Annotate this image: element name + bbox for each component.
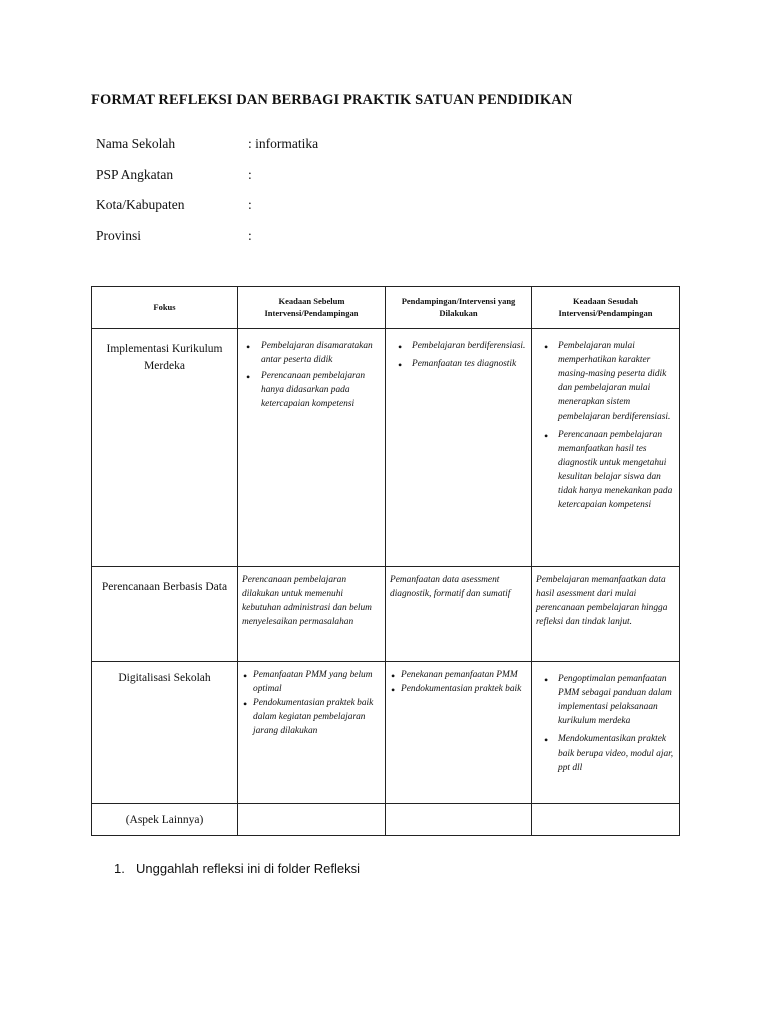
list-item: • Pembelajaran disamaratakan antar peserta didik <box>242 339 381 367</box>
before-cell <box>238 804 385 818</box>
info-row-school-name <box>96 136 496 167</box>
header-after: Keadaan Sesudah Intervensi/Pendampingan <box>532 287 680 329</box>
info-value: : <box>248 166 252 182</box>
aspect-label: (Aspek Lainnya) <box>125 814 204 826</box>
aspect-label: Implementasi Kurikulum Merdeka <box>106 343 223 372</box>
after-cell: Pembelajaran memanfaatkan data hasil asessment dari mulai perencanaan pembelajaran hingga refleksi dan tindak lanjut. <box>536 575 668 628</box>
intervention-cell <box>386 804 531 818</box>
info-value: : <box>248 227 252 243</box>
list-number: 1. <box>114 861 125 876</box>
list-item: • Pengoptimalan pemanfaatan PMM sebagai panduan dalam implementasi pelaksanaan kurikulum merdeka <box>536 672 675 728</box>
aspect-label: Digitalisasi Sekolah <box>118 672 211 684</box>
info-label: Provinsi <box>96 227 142 243</box>
upload-instruction <box>114 861 360 876</box>
list-item: • Perencanaan pembelajaran hanya didasarkan pada ketercapaian kompetensi <box>242 369 381 411</box>
table-row <box>92 804 680 836</box>
header-intervention: Pendampingan/Intervensi yang Dilakukan <box>386 287 532 329</box>
list-item: • Pembelajaran mulai memperhatikan karakter masing-masing peserta didik dan pembelajaran mulai menerapkan sistem pembelajaran berdiferensiasi. <box>536 339 675 424</box>
table-header-row <box>92 287 680 329</box>
aspect-label: Perencanaan Berbasis Data <box>101 581 228 593</box>
info-row-city <box>96 197 496 228</box>
after-cell <box>532 662 679 783</box>
info-label: Nama Sekolah <box>96 136 176 151</box>
info-row-psp-batch <box>96 167 496 198</box>
header-before: Keadaan Sebelum Intervensi/Pendampingan <box>238 287 386 329</box>
info-value: : <box>248 197 252 212</box>
after-cell <box>532 329 679 520</box>
table-row <box>92 567 680 662</box>
intervention-cell <box>386 329 531 379</box>
header-focus: Fokus <box>92 287 238 329</box>
instruction-text: Unggahlah refleksi ini di folder Refleksi <box>136 861 361 876</box>
before-cell: Perencanaan pembelajaran dilakukan untuk memenuhi kebutuhan administrasi dan belum menyelesaikan permasalahan <box>242 575 372 628</box>
school-info <box>96 136 496 258</box>
intervention-cell: Pemanfaatan data asessment diagnostik, formatif dan sumatif <box>390 575 511 600</box>
info-label: PSP Angkatan <box>96 166 174 182</box>
intervention-cell <box>386 662 531 700</box>
info-label: Kota/Kabupaten <box>96 197 185 212</box>
info-row-province <box>96 228 496 259</box>
before-cell <box>238 329 385 418</box>
info-value: : informatika <box>248 136 319 151</box>
list-item: • Penekanan pemanfaatan PMM <box>390 668 527 682</box>
table-row <box>92 329 680 567</box>
document-title: FORMAT REFLEKSI DAN BERBAGI PRAKTIK SATUAN PENDIDIKAN <box>91 92 573 108</box>
list-item: • Pemanfaatan tes diagnostik <box>390 357 527 371</box>
list-item: • Pendokumentasian praktek baik dalam kegiatan pembelajaran jarang dilakukan <box>242 696 381 738</box>
after-cell <box>532 804 679 818</box>
reflection-table <box>91 286 680 836</box>
list-item: • Pemanfaatan PMM yang belum optimal <box>242 668 381 696</box>
table-row <box>92 662 680 804</box>
list-item: • Pendokumentasian praktek baik <box>390 682 527 696</box>
before-cell <box>238 662 385 743</box>
list-item: • Mendokumentasikan praktek baik berupa video, modul ajar, ppt dll <box>536 732 675 774</box>
list-item: • Pembelajaran berdiferensiasi. <box>390 339 527 353</box>
list-item: • Perencanaan pembelajaran memanfaatkan hasil tes diagnostik untuk mengetahui kesulitan belajar siswa dan tidak hanya menekankan pada ketercapaian kompetensi <box>536 428 675 513</box>
